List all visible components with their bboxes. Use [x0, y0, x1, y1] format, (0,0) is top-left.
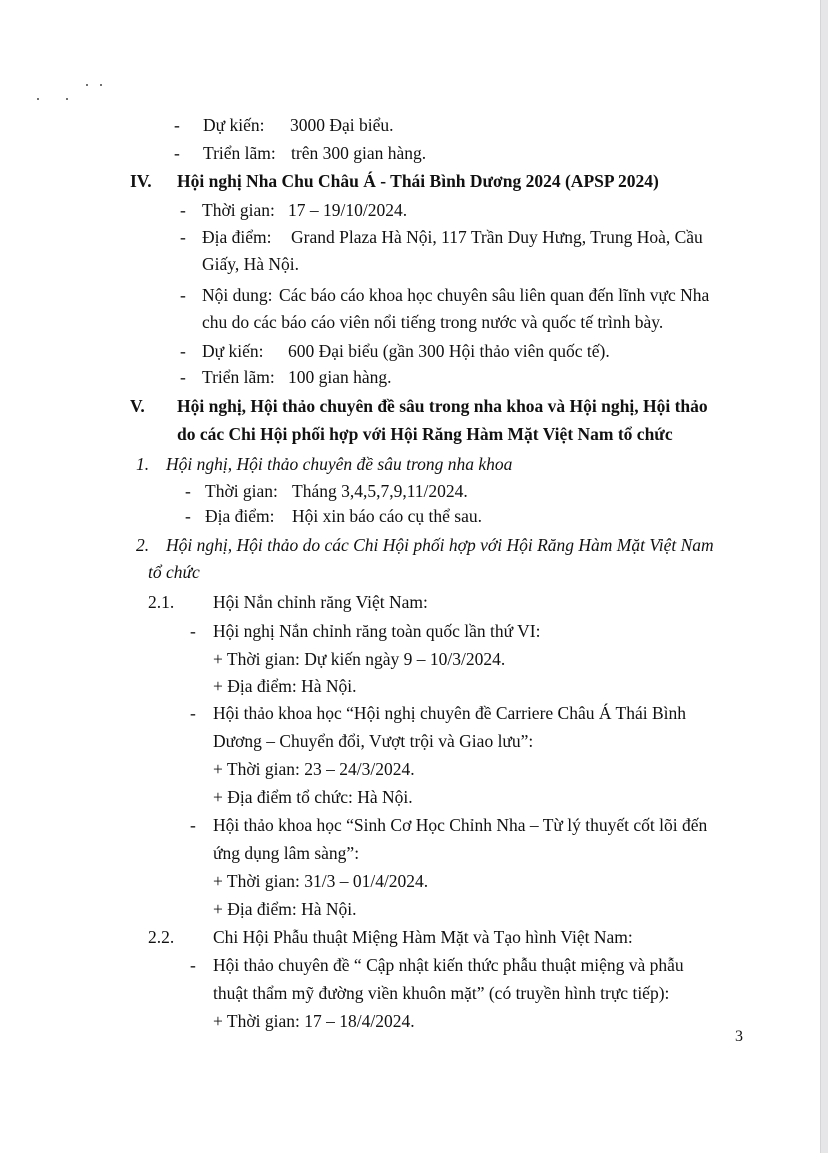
event-title-cont: Dương – Chuyển đổi, Vượt trội và Giao lưu”:: [213, 731, 534, 751]
item-label: Triển lãm:: [202, 367, 275, 387]
item-value-cont: Giấy, Hà Nội.: [202, 254, 300, 274]
subsection-title: Hội nghị, Hội thảo do các Chi Hội phối hợp với Hội Răng Hàm Mặt Việt Nam: [166, 535, 714, 555]
speck: [66, 98, 68, 100]
item-value: 17 – 19/10/2024.: [288, 200, 408, 220]
bullet-dash: -: [180, 367, 186, 387]
section-title-cont: do các Chi Hội phối hợp với Hội Răng Hàm Mặt Việt Nam tổ chức: [177, 424, 673, 444]
section-numeral: IV.: [130, 171, 152, 191]
bullet-dash: -: [185, 506, 191, 526]
subsubsection-number: 2.1.: [148, 592, 175, 612]
bullet-dash: -: [185, 481, 191, 501]
event-title: Hội thảo khoa học “Hội nghị chuyên đề Carriere Châu Á Thái Bình: [213, 703, 687, 723]
speck: [100, 84, 102, 86]
item-label: Dự kiến:: [203, 115, 265, 135]
event-detail: + Địa điểm: Hà Nội.: [213, 899, 357, 919]
item-value: 100 gian hàng.: [288, 367, 392, 387]
item-value: Hội xin báo cáo cụ thể sau.: [292, 506, 483, 526]
event-title: Hội thảo khoa học “Sinh Cơ Học Chỉnh Nha – Từ lý thuyết cốt lõi đến: [213, 815, 708, 835]
item-value-cont: chu do các báo cáo viên nổi tiếng trong nước và quốc tế trình bày.: [202, 312, 664, 332]
bullet-dash: -: [180, 200, 186, 220]
item-label: Dự kiến:: [202, 341, 264, 361]
item-value: Grand Plaza Hà Nội, 117 Trần Duy Hưng, Trung Hoà, Cầu: [291, 227, 703, 247]
event-title: Hội nghị Nắn chỉnh răng toàn quốc lần thứ VI:: [213, 621, 541, 641]
bullet-dash: -: [174, 143, 180, 163]
subsubsection-title: Chi Hội Phẫu thuật Miệng Hàm Mặt và Tạo hình Việt Nam:: [213, 927, 633, 947]
bullet-dash: -: [180, 341, 186, 361]
event-detail: + Thời gian: Dự kiến ngày 9 – 10/3/2024.: [213, 649, 506, 669]
item-value: Tháng 3,4,5,7,9,11/2024.: [292, 481, 468, 501]
page-number: 3: [735, 1028, 743, 1045]
item-value: trên 300 gian hàng.: [291, 143, 427, 163]
section-title: Hội nghị Nha Chu Châu Á - Thái Bình Dương 2024 (APSP 2024): [177, 171, 659, 191]
speck: [86, 84, 88, 86]
subsection-number: 2.: [136, 535, 150, 555]
subsection-number: 1.: [136, 454, 150, 474]
bullet-dash: -: [174, 115, 180, 135]
subsubsection-number: 2.2.: [148, 927, 175, 947]
bullet-dash: -: [190, 815, 196, 835]
event-detail: + Thời gian: 23 – 24/3/2024.: [213, 759, 415, 779]
item-label: Triển lãm:: [203, 143, 276, 163]
event-title: Hội thảo chuyên đề “ Cập nhật kiến thức phẫu thuật miệng và phẫu: [213, 955, 684, 975]
item-label: Địa điểm:: [202, 227, 272, 247]
subsubsection-title: Hội Nắn chỉnh răng Việt Nam:: [213, 592, 428, 612]
item-value: Các báo cáo khoa học chuyên sâu liên quan đến lĩnh vực Nha: [279, 285, 710, 305]
item-value: 3000 Đại biểu.: [290, 115, 394, 135]
section-title: Hội nghị, Hội thảo chuyên đề sâu trong nha khoa và Hội nghị, Hội thảo: [177, 396, 708, 416]
item-value: 600 Đại biểu (gần 300 Hội thảo viên quốc tế).: [288, 341, 610, 361]
event-detail: + Thời gian: 31/3 – 01/4/2024.: [213, 871, 429, 891]
bullet-dash: -: [190, 703, 196, 723]
event-title-cont: thuật thẩm mỹ đường viền khuôn mặt” (có truyền hình trực tiếp):: [213, 983, 670, 1003]
event-detail: + Thời gian: 17 – 18/4/2024.: [213, 1011, 415, 1031]
subsection-title-cont: tổ chức: [148, 562, 200, 582]
bullet-dash: -: [190, 621, 196, 641]
section-numeral: V.: [130, 396, 145, 416]
bullet-dash: -: [180, 285, 186, 305]
bullet-dash: -: [180, 227, 186, 247]
bullet-dash: -: [190, 955, 196, 975]
speck: [37, 98, 39, 100]
event-detail: + Địa điểm tổ chức: Hà Nội.: [213, 787, 413, 807]
item-label: Địa điểm:: [205, 506, 275, 526]
item-label: Nội dung:: [202, 285, 273, 305]
event-detail: + Địa điểm: Hà Nội.: [213, 676, 357, 696]
item-label: Thời gian:: [205, 481, 278, 501]
event-title-cont: ứng dụng lâm sàng”:: [213, 843, 360, 863]
subsection-title: Hội nghị, Hội thảo chuyên đề sâu trong nha khoa: [166, 454, 513, 474]
item-label: Thời gian:: [202, 200, 275, 220]
